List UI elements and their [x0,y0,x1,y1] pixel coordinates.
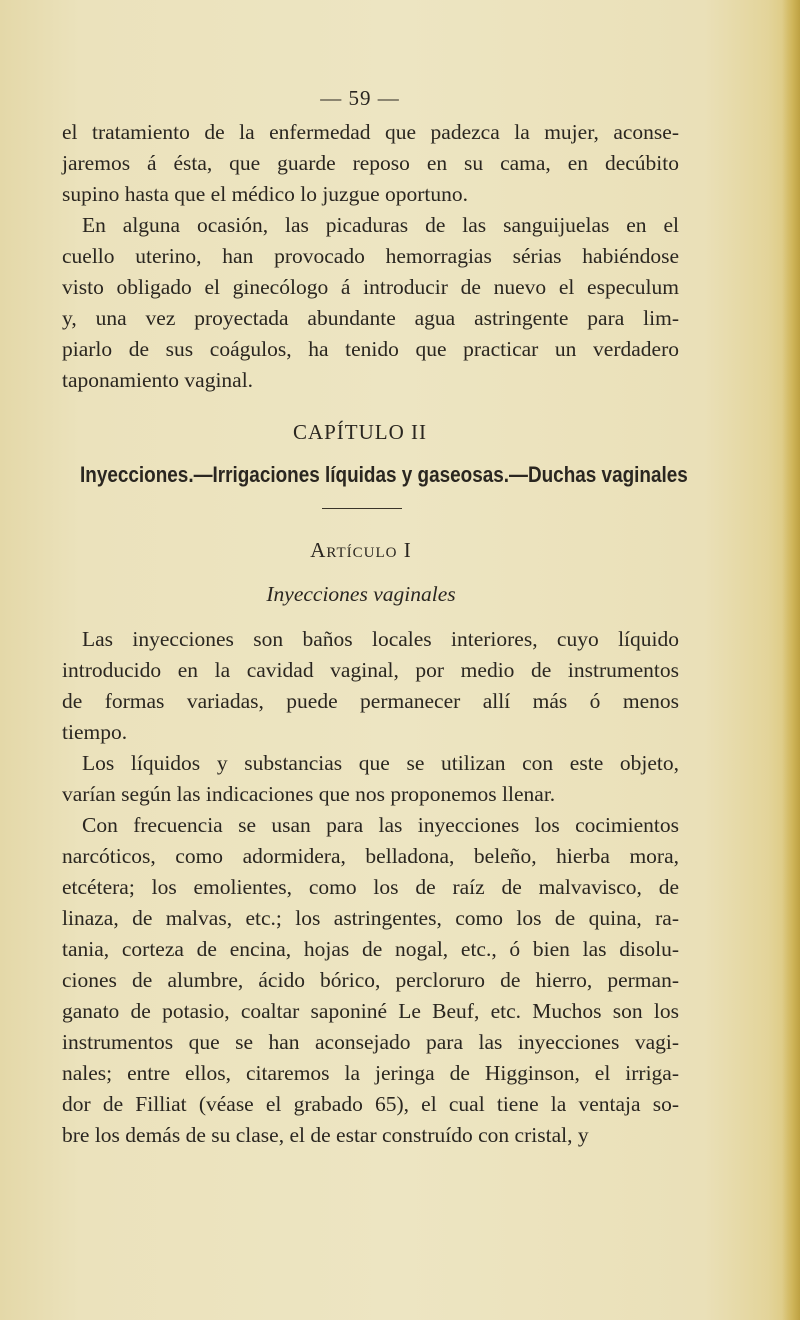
text-line: introducido en la cavidad vaginal, por medio de instrumentos [62,658,679,682]
text-line: linaza, de malvas, etc.; los astringentes, como los de quina, ra- [62,906,679,930]
chapter-subtitle: Inyecciones.—Irrigaciones líquidas y gaseosas.—Duchas vaginales [80,462,688,487]
text-line: de formas variadas, puede permanecer allí más ó menos [62,689,679,713]
text-line: cuello uterino, han provocado hemorragias sérias habiéndose [62,244,679,268]
text-line: instrumentos que se han aconsejado para las inyecciones vagi- [62,1030,679,1054]
paragraph-3 [62,624,679,748]
text-line: bre los demás de su clase, el de estar construído con cristal, y [62,1123,589,1147]
paragraph-4 [62,748,679,810]
text-line: jaremos á ésta, que guarde reposo en su cama, en decúbito [62,151,679,175]
text-line: Las inyecciones son baños locales interiores, cuyo líquido [82,627,679,651]
text-line: nales; entre ellos, citaremos la jeringa de Higginson, el irriga- [62,1061,679,1085]
paragraph-5 [62,810,679,1151]
chapter-heading: CAPÍTULO II [292,420,428,444]
paragraph-2 [62,210,679,396]
section-title: Inyecciones vaginales [266,582,456,606]
text-line: ciones de alumbre, ácido bórico, percloruro de hierro, perman- [62,968,679,992]
page-edge-stain [782,0,800,1320]
text-line: tania, corteza de encina, hojas de nogal, etc., ó bien las disolu- [62,937,679,961]
text-line: varían según las indicaciones que nos proponemos llenar. [62,782,556,806]
text-line: Con frecuencia se usan para las inyecciones los cocimientos [82,813,679,837]
divider-rule [322,508,402,509]
text-line: el tratamiento de la enfermedad que padezca la mujer, aconse- [62,120,679,144]
paragraph-1 [62,117,679,210]
text-line: visto obligado el ginecólogo á introducir de nuevo el especulum [62,275,679,299]
article-heading: Artículo I [310,538,412,562]
text-line: Los líquidos y substancias que se utilizan con este objeto, [82,751,679,775]
text-line: tiempo. [62,720,128,744]
text-line: ganato de potasio, coaltar saponiné Le Beuf, etc. Muchos son los [62,999,679,1023]
text-line: taponamiento vaginal. [62,368,254,392]
text-line: supino hasta que el médico lo juzgue oportuno. [62,182,469,206]
text-line: piarlo de sus coágulos, ha tenido que practicar un verdadero [62,337,679,361]
page-number: — 59 — [320,86,400,110]
text-line: narcóticos, como adormidera, belladona, beleño, hierba mora, [62,844,679,868]
text-line: y, una vez proyectada abundante agua astringente para lim- [62,306,679,330]
text-line: dor de Filliat (véase el grabado 65), el cual tiene la ventaja so- [62,1092,679,1116]
text-line: En alguna ocasión, las picaduras de las sanguijuelas en el [82,213,679,237]
text-line: etcétera; los emolientes, como los de raíz de malvavisco, de [62,875,679,899]
